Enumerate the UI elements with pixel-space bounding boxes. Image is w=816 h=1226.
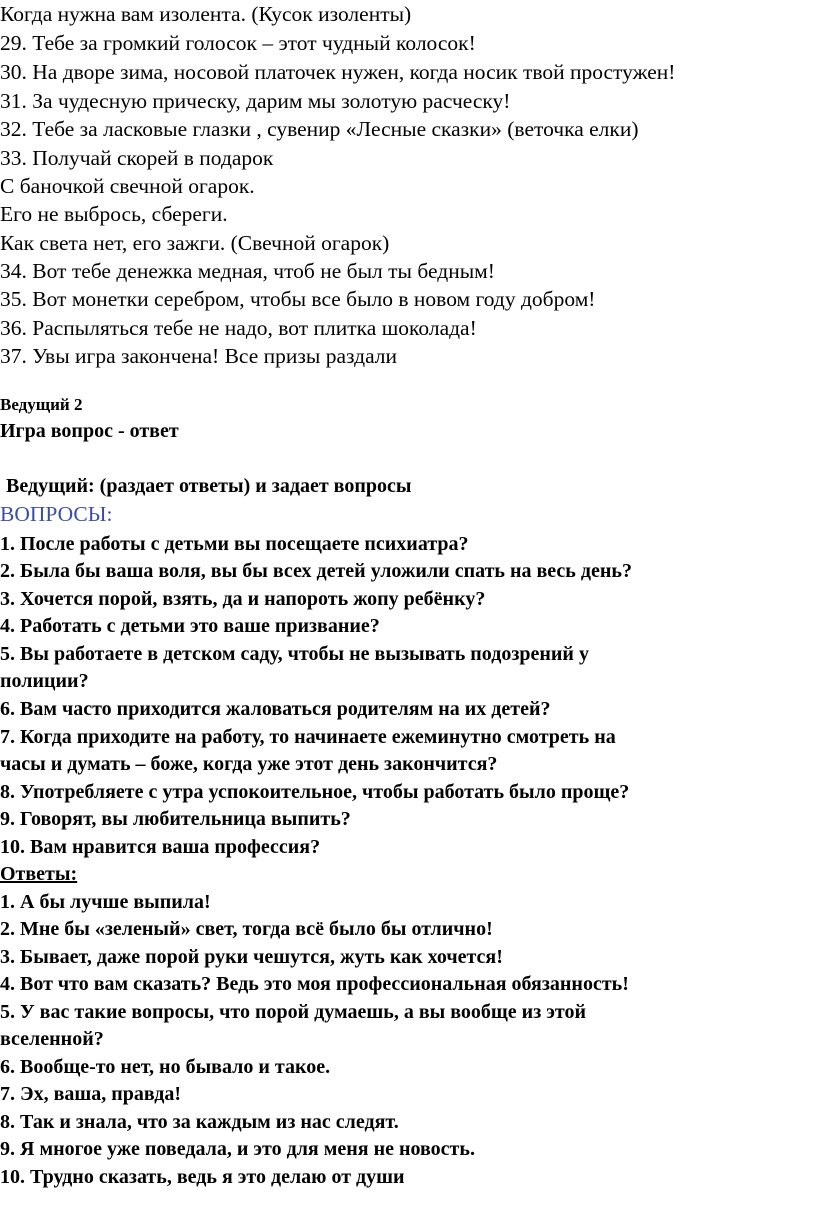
host-intro: Ведущий: (раздает ответы) и задает вопросы xyxy=(6,475,412,497)
question-line: 4. Работать с детьми это ваше призвание? xyxy=(0,615,380,637)
answer-line: 9. Я многое уже поведала, и это для меня не новость. xyxy=(0,1138,475,1160)
answer-line: 1. А бы лучше выпила! xyxy=(0,891,211,913)
game-title: Игра вопрос - ответ xyxy=(0,420,179,442)
question-line: 5. Вы работаете в детском саду, чтобы не вызывать подозрений у xyxy=(0,643,589,665)
question-line: часы и думать – боже, когда уже этот день закончится? xyxy=(0,753,498,775)
question-line: 2. Была бы ваша воля, вы бы всех детей уложили спать на весь день? xyxy=(0,560,632,582)
answer-line: 10. Трудно сказать, ведь я это делаю от души xyxy=(0,1166,405,1188)
answer-line: 8. Так и знала, что за каждым из нас следят. xyxy=(0,1111,399,1133)
question-line: 7. Когда приходите на работу, то начинаете ежеминутно смотреть на xyxy=(0,726,616,748)
question-line: полиции? xyxy=(0,670,89,692)
host-label: Ведущий 2 xyxy=(0,395,83,414)
question-line: 6. Вам часто приходится жаловаться родителям на их детей? xyxy=(0,698,551,720)
prize-line: 33. Получай скорей в подарок xyxy=(0,146,274,170)
prize-line: 30. На дворе зима, носовой платочек нужен, когда носик твой простужен! xyxy=(0,60,676,84)
questions-heading: ВОПРОСЫ: xyxy=(0,502,113,526)
prize-line: 31. За чудесную прическу, дарим мы золотую расческу! xyxy=(0,89,511,113)
prize-line: 32. Тебе за ласковые глазки , сувенир «Лесные сказки» (веточка елки) xyxy=(0,117,639,141)
answers-heading: Ответы: xyxy=(0,863,78,885)
question-line: 10. Вам нравится ваша профессия? xyxy=(0,836,321,858)
answer-line: 5. У вас такие вопросы, что порой думаешь, а вы вообще из этой xyxy=(0,1001,586,1023)
question-line: 3. Хочется порой, взять, да и напороть жопу ребёнку? xyxy=(0,588,486,610)
answer-line: 7. Эх, ваша, правда! xyxy=(0,1083,181,1105)
prize-line: 29. Тебе за громкий голосок – этот чудный колосок! xyxy=(0,31,476,55)
answer-line: 4. Вот что вам сказать? Ведь это моя профессиональная обязанность! xyxy=(0,973,629,995)
prize-line: 35. Вот монетки серебром, чтобы все было в новом году добром! xyxy=(0,287,596,311)
prize-line: С баночкой свечной огарок. xyxy=(0,174,255,198)
answer-line: 2. Мне бы «зеленый» свет, тогда всё было бы отлично! xyxy=(0,918,493,940)
prize-line: Как света нет, его зажги. (Свечной огарок) xyxy=(0,231,390,255)
prize-line: 37. Увы игра закончена! Все призы раздали xyxy=(0,344,398,368)
prize-line: Когда нужна вам изолента. (Кусок изоленты) xyxy=(0,2,412,26)
answer-line: вселенной? xyxy=(0,1028,104,1050)
prize-line: Его не выбрось, сбереги. xyxy=(0,202,228,226)
prize-line: 34. Вот тебе денежка медная, чтоб не был ты бедным! xyxy=(0,259,495,283)
question-line: 8. Употребляете с утра успокоительное, чтобы работать было проще? xyxy=(0,781,630,803)
answer-line: 6. Вообще-то нет, но бывало и такое. xyxy=(0,1056,331,1078)
question-line: 9. Говорят, вы любительница выпить? xyxy=(0,808,351,830)
prize-line: 36. Распыляться тебе не надо, вот плитка шоколада! xyxy=(0,316,477,340)
question-line: 1. После работы с детьми вы посещаете психиатра? xyxy=(0,533,469,555)
answer-line: 3. Бывает, даже порой руки чешутся, жуть как хочется! xyxy=(0,946,503,968)
